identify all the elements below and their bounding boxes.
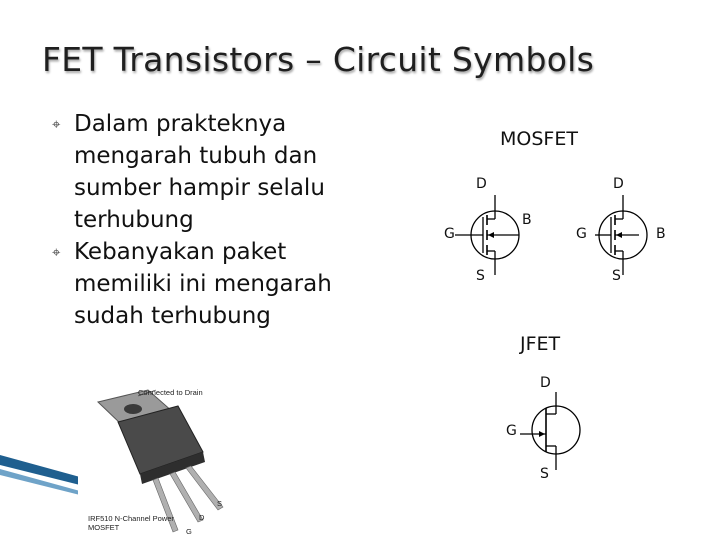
photo-caption-drain: Connected to Drain bbox=[138, 388, 203, 397]
bullet-icon: ⌖ bbox=[52, 115, 61, 133]
mosfet-right-gate-label: G bbox=[576, 226, 587, 242]
mosfet-right-source-label: S bbox=[612, 268, 621, 284]
photo-pin-g: G bbox=[186, 527, 192, 536]
jfet-drain-label: D bbox=[540, 375, 551, 391]
mosfet-right-body-label: B bbox=[656, 226, 666, 242]
mosfet-left-gate-label: G bbox=[444, 226, 455, 242]
jfet-heading: JFET bbox=[520, 333, 561, 355]
bullet-icon: ⌖ bbox=[52, 243, 61, 261]
jfet-symbol bbox=[520, 392, 600, 470]
slide-title: FET Transistors – Circuit Symbols bbox=[42, 40, 595, 79]
mosfet-right-drain-label: D bbox=[613, 176, 624, 192]
photo-pin-s: S bbox=[217, 499, 223, 508]
bullet-text: Dalam prakteknya mengarah tubuh dan sumber hampir selalu terhubung bbox=[74, 111, 325, 233]
jfet-gate-label: G bbox=[506, 423, 517, 439]
photo-pin-d: D bbox=[199, 513, 205, 522]
photo-caption-model: IRF510 N-Channel Power MOSFET bbox=[88, 514, 174, 532]
mosfet-left-body-label: B bbox=[522, 212, 532, 228]
decorative-stripe bbox=[0, 455, 80, 540]
bullet-item bbox=[52, 108, 382, 236]
mosfet-heading: MOSFET bbox=[500, 128, 578, 150]
bullet-text: Kebanyakan paket memiliki ini mengarah sudah terhubung bbox=[74, 239, 332, 329]
mosfet-left-symbol bbox=[455, 195, 535, 275]
mosfet-left-drain-label: D bbox=[476, 176, 487, 192]
bullet-list bbox=[52, 108, 382, 332]
jfet-source-label: S bbox=[540, 466, 549, 482]
mosfet-left-source-label: S bbox=[476, 268, 485, 284]
bullet-item bbox=[52, 236, 382, 332]
